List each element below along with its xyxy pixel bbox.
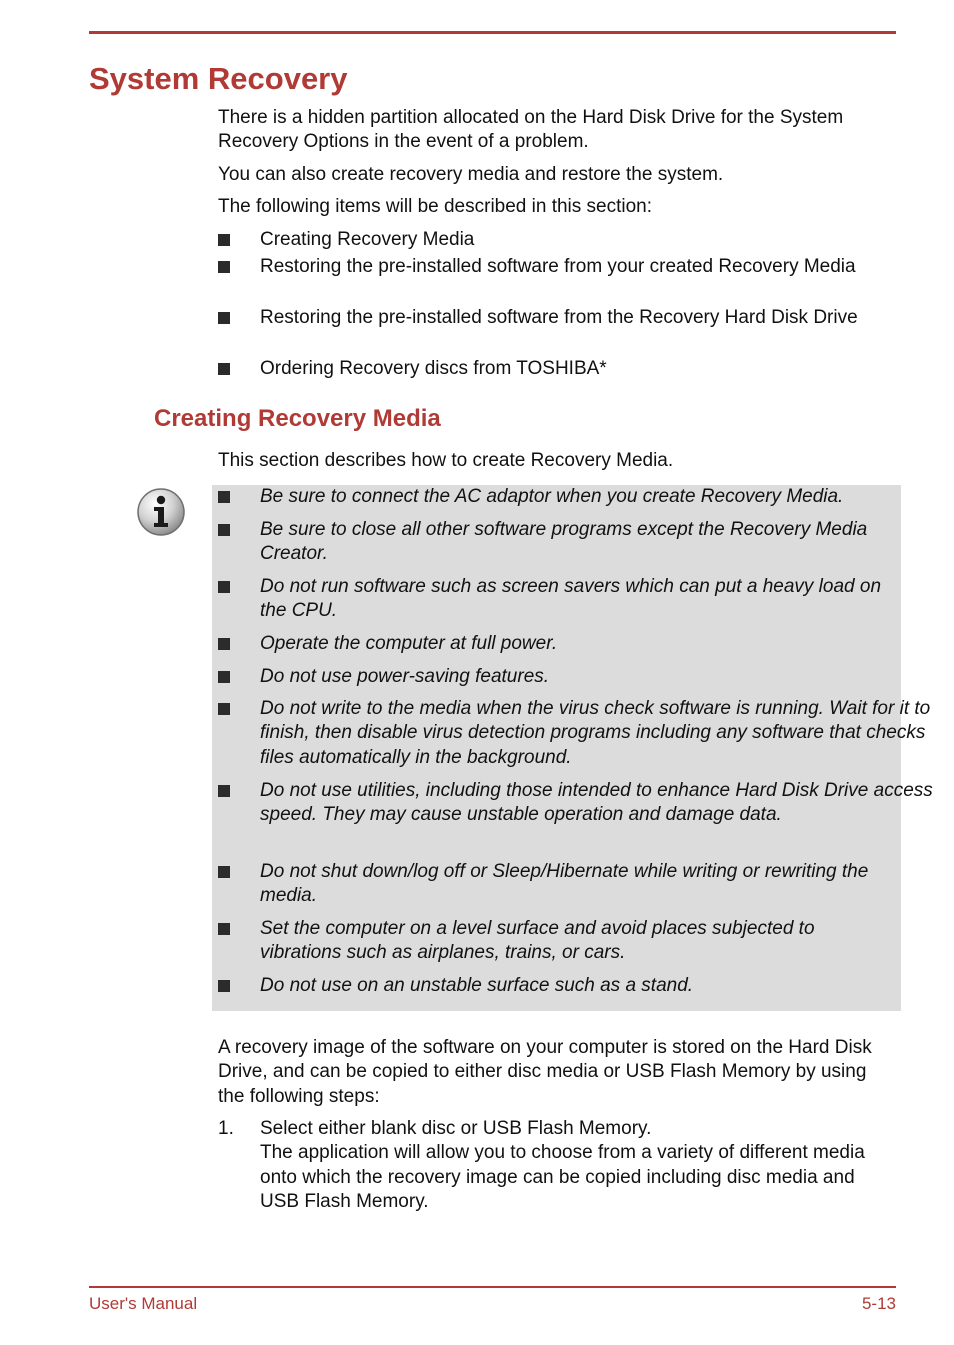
bullet-square-icon — [218, 261, 230, 273]
list-item — [218, 228, 474, 252]
intro-paragraph-3: The following items will be described in this section: — [218, 196, 653, 217]
intro-paragraph-2: You can also create recovery media and restore the system. — [218, 164, 724, 185]
note-text: Do not use on an unstable surface such as a stand. — [260, 975, 694, 996]
intro-paragraph-1: There is a hidden partition allocated on the Hard Disk Drive for the System Recovery Options in the event of a problem. — [218, 107, 844, 153]
list-item — [218, 357, 898, 381]
steps-list — [218, 1117, 898, 1215]
note-text: Operate the computer at full power. — [260, 633, 558, 654]
subsection-intro: This section describes how to create Recovery Media. — [218, 450, 674, 471]
bullet-square-icon — [218, 491, 230, 503]
note-item — [218, 917, 900, 966]
step-number: 1. — [218, 1118, 234, 1139]
note-text: Do not use utilities, including those intended to enhance Hard Disk Drive access speed. They may cause unstable operation and damage data. — [260, 780, 933, 826]
bullet-square-icon — [218, 363, 230, 375]
note-item — [218, 632, 900, 656]
note-item — [218, 485, 900, 509]
bullet-square-icon — [218, 581, 230, 593]
list-item-text: Restoring the pre-installed software from your created Recovery Media — [260, 256, 856, 277]
note-text: Be sure to close all other software programs except the Recovery Media Creator. — [260, 519, 868, 565]
info-icon — [136, 487, 186, 537]
bullet-square-icon — [218, 785, 230, 797]
section-items-list-4 — [218, 357, 898, 381]
bullet-square-icon — [218, 671, 230, 683]
step-detail: The application will allow you to choose from a variety of different media onto which the recovery image can be copied including disc media and USB Flash Memory. — [260, 1142, 865, 1213]
note-text: Do not use power-saving features. — [260, 666, 550, 687]
bullet-square-icon — [218, 234, 230, 246]
list-item-text: Restoring the pre-installed software from the Recovery Hard Disk Drive — [260, 307, 858, 328]
note-item — [218, 665, 900, 689]
bullet-square-icon — [218, 524, 230, 536]
step-text: Select either blank disc or USB Flash Memory. — [260, 1118, 652, 1139]
note-item — [218, 697, 942, 770]
bullet-square-icon — [218, 980, 230, 992]
note-item — [218, 575, 900, 624]
bullet-square-icon — [218, 312, 230, 324]
note-text: Do not write to the media when the virus check software is running. Wait for it to finish, then disable virus detection programs including any software that checks files automatically in the background. — [260, 698, 931, 768]
footer-rule — [89, 1286, 896, 1288]
note-item — [218, 518, 900, 567]
step-item — [218, 1117, 898, 1215]
subsection-title: Creating Recovery Media — [154, 405, 441, 432]
note-item — [218, 779, 942, 828]
section-items-list-3 — [218, 306, 898, 330]
list-item-text: Ordering Recovery discs from TOSHIBA* — [260, 358, 607, 379]
footer-manual-title: User's Manual — [89, 1294, 198, 1313]
body-paragraph: A recovery image of the software on your computer is stored on the Hard Disk Drive, and can be copied to either disc media or USB Flash Memory by using the following steps: — [218, 1037, 872, 1107]
note-text: Do not shut down/log off or Sleep/Hibernate while writing or rewriting the media. — [260, 861, 869, 907]
list-item — [218, 255, 860, 279]
bullet-square-icon — [218, 638, 230, 650]
note-item — [218, 974, 900, 998]
bullet-square-icon — [218, 923, 230, 935]
note-text: Be sure to connect the AC adaptor when you create Recovery Media. — [260, 486, 844, 507]
page-title: System Recovery — [89, 61, 348, 96]
note-item — [218, 860, 930, 909]
note-text: Do not run software such as screen savers which can put a heavy load on the CPU. — [260, 576, 882, 622]
note-text: Set the computer on a level surface and avoid places subjected to vibrations such as airplanes, trains, or cars. — [260, 918, 815, 964]
bullet-square-icon — [218, 703, 230, 715]
section-items-list-2 — [218, 255, 898, 281]
list-item — [218, 306, 890, 330]
footer-page-number: 5-13 — [861, 1294, 896, 1313]
bullet-square-icon — [218, 866, 230, 878]
header-rule — [89, 31, 896, 34]
list-item-text: Creating Recovery Media — [260, 229, 475, 250]
